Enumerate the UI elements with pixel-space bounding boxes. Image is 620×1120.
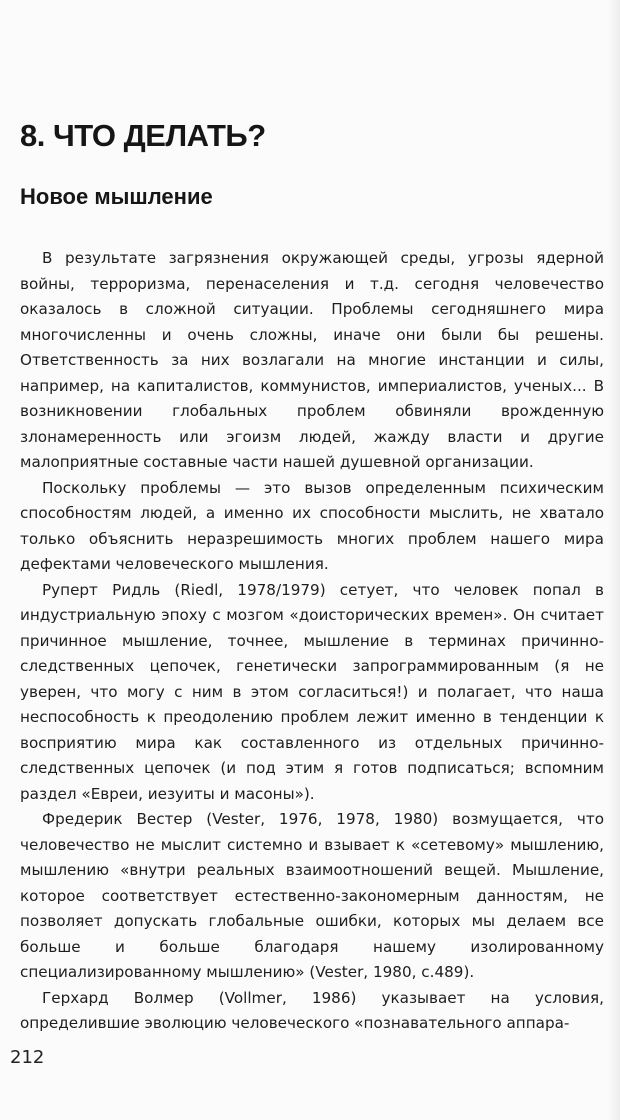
page-number: 212 [10, 1047, 45, 1068]
paragraph: Руперт Ридль (Riedl, 1978/1979) сетует, что человек попал в индустриальную эпоху с мозгом «доисторических времен». Он считает причинное мышление, точнее, мышление в терминах причинно-следственных цепочек, генетически запрограммированным (я не уверен, что могу с ним в этом согласиться!) и полагает, что наша неспособность к преодолению проблем лежит именно в тенденции к восприятию мира как составленного из отдельных причинно-следственных цепочек (и под этим я готов подписаться; вспомним раздел «Евреи, иезуиты и масоны»). [20, 580, 604, 803]
paragraph: Герхард Волмер (Vollmer, 1986) указывает на условия, определившие эволюцию человеческого «познавательного аппара- [20, 988, 604, 1032]
paragraph: Поскольку проблемы — это вызов определенным психическим способностям людей, а именно их способности мыслить, не хватало только объяснить неразрешимость многих проблем нашего мира дефектами человеческого мышления. [20, 478, 604, 573]
paragraph: В результате загрязнения окружающей среды, угрозы ядерной войны, терроризма, перенаселения и т.д. сегодня человечество оказалось в сложной ситуации. Проблемы сегодняшнего мира многочисленны и очень сложны, иначе они были бы решены. Ответственность за них возлагали на многие инстанции и силы, например, на капиталистов, коммунистов, империалистов, ученых... В возникновении глобальных проблем обвиняли врожденную злонамеренность или эгоизм людей, жажду власти и другие малоприятные составные части нашей душевной организации. [20, 249, 604, 471]
chapter-title: 8. ЧТО ДЕЛАТЬ? [20, 118, 266, 153]
paragraph: Фредерик Вестер (Vester, 1976, 1978, 1980) возмущается, что человечество не мыслит системно и взывает к «сетевому» мышлению, мышлению «внутри реальных взаимоотношений вещей. Мышление, которое соответствует естественно-закономерным данностям, не позволяет допускать глобальные ошибки, которых мы делаем все больше и больше благодаря нашему изолированному специализированному мышлению» (Vester, 1980, с.489). [20, 810, 604, 981]
page-edge-shadow [608, 0, 620, 1120]
body-text [20, 246, 604, 1037]
section-title: Новое мышление [20, 184, 213, 209]
